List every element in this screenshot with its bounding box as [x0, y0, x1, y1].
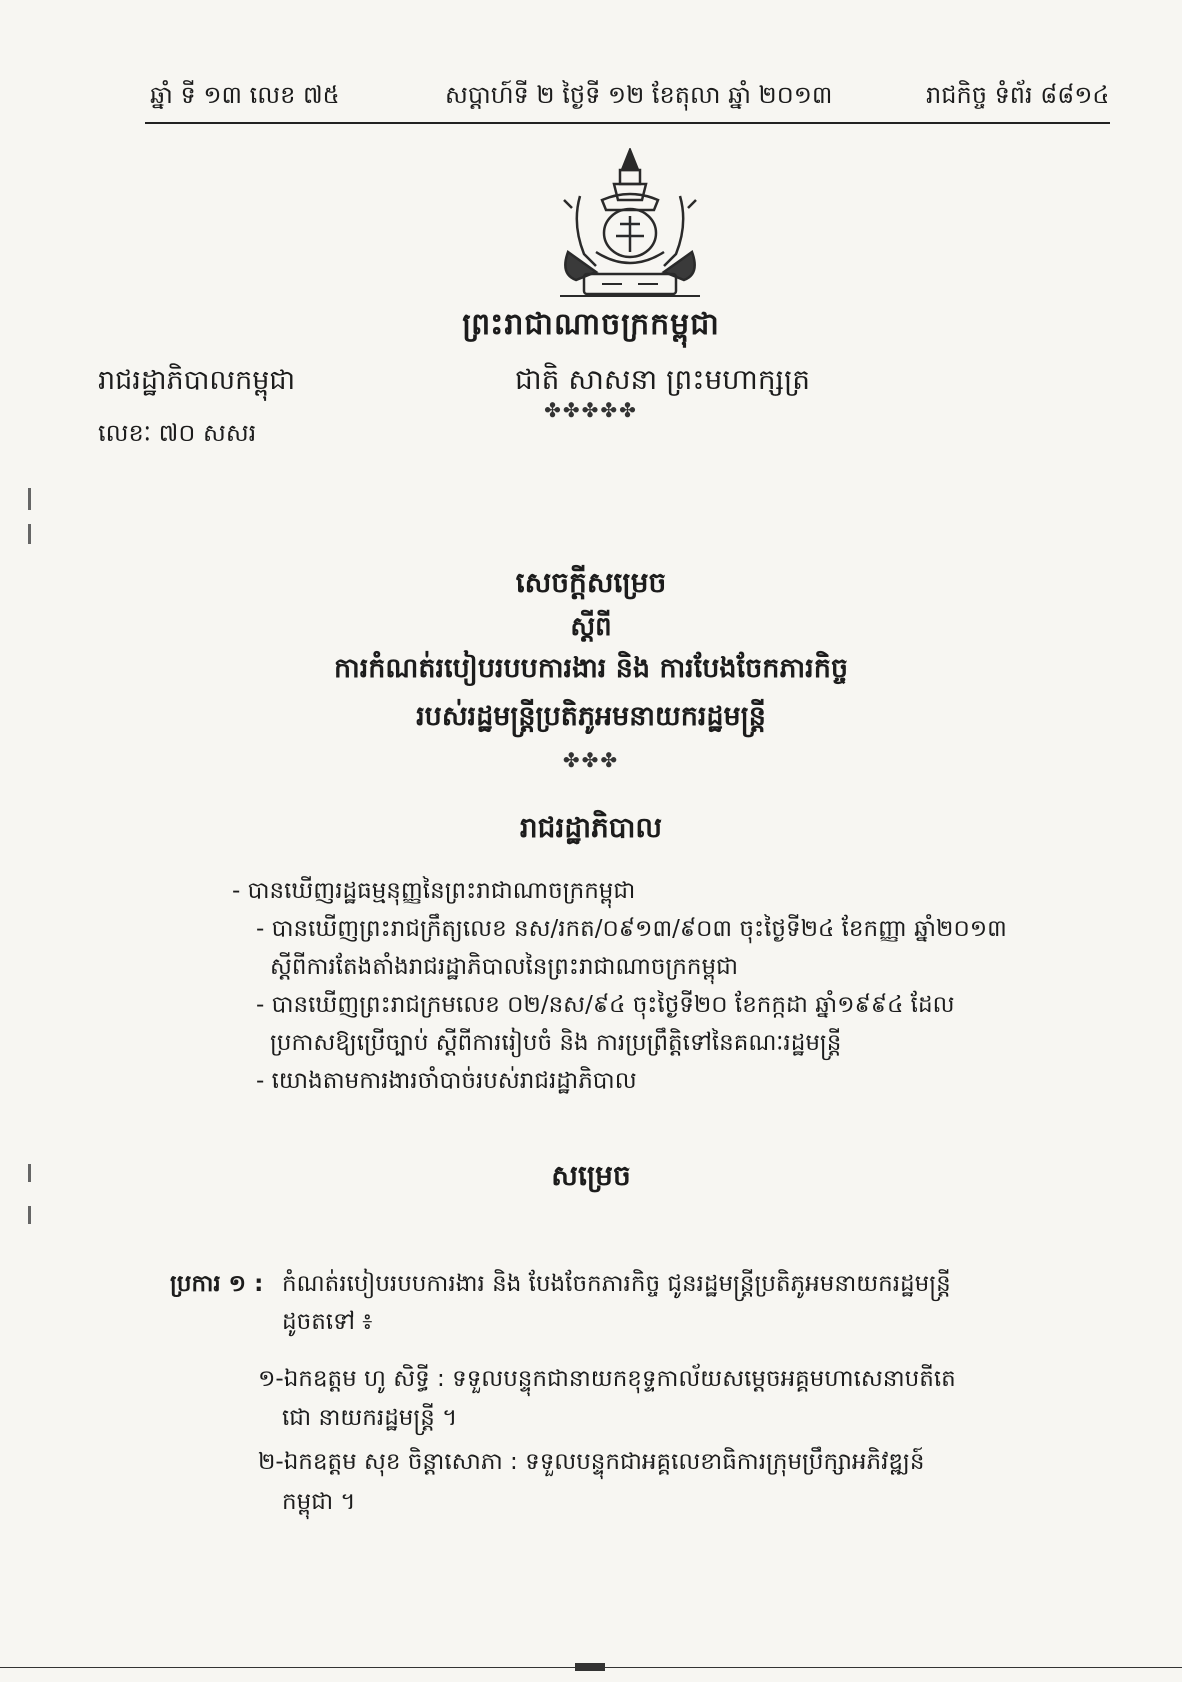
- kingdom-title: ព្រះរាជាណាចក្រកម្ពុជា: [462, 307, 720, 342]
- government-name: រាជរដ្ឋាភិបាលកម្ពុជា: [98, 365, 296, 396]
- header-date: សប្តាហ៍ទី ២ ថ្ងៃទី ១២ ខែតុលា ឆ្នាំ ២០១៣: [445, 81, 833, 109]
- title-ornament: ✤✤✤: [562, 748, 620, 772]
- article-item-cont: កម្ពុជា ។: [282, 1489, 356, 1515]
- title-line-4: របស់រដ្ឋមន្ត្រីប្រតិភូអមនាយករដ្ឋមន្ត្រី: [416, 701, 766, 732]
- title-line-3: ការកំណត់របៀបរបបការងារ និង ការបែងចែកភារកិច្ច: [334, 653, 848, 684]
- preamble-line: - បានឃើញព្រះរាជក្រមលេខ ០២/នស/៩៤ ចុះថ្ងៃទី២០ ខែកក្កដា ឆ្នាំ១៩៩៤ ដែល: [256, 992, 955, 1018]
- preamble-line: ស្តីពីការតែងតាំងរាជរដ្ឋាភិបាលនៃព្រះរាជាណាចក្រកម្ពុជា: [270, 954, 738, 980]
- authority-heading: រាជរដ្ឋាភិបាល: [519, 811, 663, 844]
- bottom-mark: [575, 1663, 605, 1671]
- national-motto: ជាតិ សាសនា ព្រះមហាក្សត្រ: [515, 363, 811, 396]
- article-item: ២-ឯកឧត្តម សុខ ចិន្តាសោភា : ទទួលបន្ទុកជាអគ្គលេខាធិការក្រុមប្រឹក្សាអភិវឌ្ឍន៍: [258, 1449, 925, 1475]
- header-page: រាជកិច្ច ទំព័រ ៨៨១៤: [926, 81, 1110, 109]
- article-text: កំណត់របៀបរបបការងារ និង បែងចែកភារកិច្ច ជូនរដ្ឋមន្ត្រីប្រតិភូអមនាយករដ្ឋមន្ត្រី: [282, 1271, 951, 1297]
- margin-mark: [28, 488, 31, 510]
- title-line-2: ស្តីពី: [570, 612, 612, 642]
- preamble-line: ប្រកាសឱ្យប្រើច្បាប់ ស្តីពីការរៀបចំ និង ការប្រព្រឹត្តិទៅនៃគណៈរដ្ឋមន្ត្រី: [270, 1030, 842, 1056]
- margin-mark: [28, 524, 31, 544]
- motto-ornament: ✤✤✤✤✤: [544, 398, 638, 422]
- margin-mark: [28, 1206, 31, 1224]
- royal-emblem-icon: [550, 148, 710, 303]
- article-item-cont: ជោ នាយករដ្ឋមន្ត្រី ។: [282, 1405, 458, 1431]
- article-text-cont: ដូចតទៅ ៖: [282, 1309, 373, 1335]
- preamble-line: - យោងតាមការងារចាំបាច់របស់រាជរដ្ឋាភិបាល: [256, 1068, 637, 1094]
- article-label: ប្រការ ១ :: [170, 1271, 264, 1297]
- title-line-1: សេចក្តីសម្រេច: [515, 566, 667, 599]
- article-item: ១-ឯកឧត្តម ហូ សិទ្ធី : ទទួលបន្ទុកជានាយកខុទ្ទកាល័យសម្តេចអគ្គមហាសេនាបតីតេ: [258, 1366, 956, 1392]
- header-issue: ឆ្នាំ ទី ១៣ លេខ ៧៥: [150, 81, 340, 109]
- decision-number: លេខៈ ៧០ សសរ: [98, 419, 257, 447]
- preamble-line: - បានឃើញរដ្ឋធម្មនុញ្ញនៃព្រះរាជាណាចក្រកម្ពុជា: [232, 878, 636, 904]
- preamble-line: - បានឃើញព្រះរាជក្រឹត្យលេខ នស/រកត/០៩១៣/៩០៣ ចុះថ្ងៃទី២៤ ខែកញ្ញា ឆ្នាំ២០១៣: [256, 916, 1007, 942]
- header-rule: [145, 122, 1110, 124]
- decides-heading: សម្រេច: [551, 1159, 631, 1192]
